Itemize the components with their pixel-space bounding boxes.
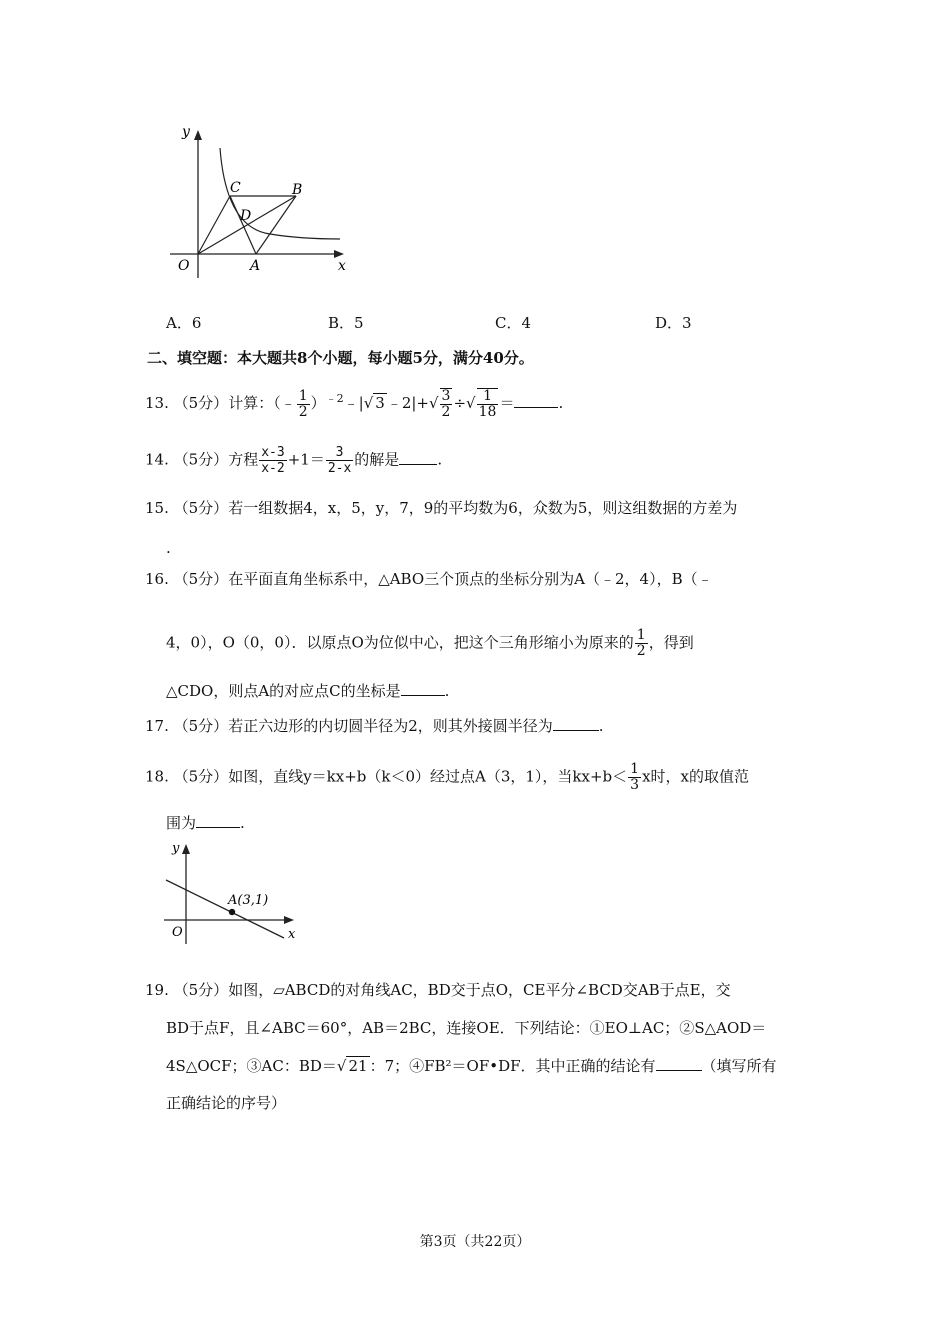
q18-text-2: 围为 [166, 814, 197, 832]
q19-line-4: 正确结论的序号） [166, 1094, 287, 1112]
segment-ab [256, 196, 296, 254]
q13-sqrt: √ 3 [363, 394, 385, 412]
y-axis-arrow [182, 844, 190, 854]
line-kx-b [166, 880, 284, 938]
q18-answer-blank[interactable] [196, 813, 240, 828]
q18-line-2 [166, 813, 245, 833]
q17-score: （5分） [173, 717, 229, 735]
q13-sqrt-frac-2: √ $\frac{3}{2}$ [428, 388, 451, 420]
q13-paren: ） [310, 394, 326, 412]
q19-sqrt: √ 21 [336, 1057, 368, 1075]
q16-period: . [444, 682, 450, 700]
q19-text-3c: （填写所有 [701, 1057, 777, 1075]
q19-number: 19. [145, 981, 169, 999]
q13-prefix: 计算：（﹣ [228, 394, 296, 412]
q18-score: （5分） [173, 767, 229, 786]
section-heading: 二、填空题：本大题共8个小题，每小题5分，满分40分。 [147, 349, 534, 367]
q13-divide: ÷ [453, 394, 467, 412]
q15-score: （5分） [173, 499, 229, 517]
q17-text: 若正六边形的内切圆半径为2，则其外接圆半径为 [228, 717, 553, 735]
q13-minus-two: ﹣2|+ [386, 394, 429, 412]
q16-score: （5分） [173, 570, 229, 588]
question-13 [145, 388, 563, 420]
q18-number: 18. [145, 767, 169, 786]
page-footer: 第3页（共22页） [419, 1234, 531, 1250]
option-a: A．6 [166, 314, 202, 332]
q16-text-2b: ，得到 [648, 633, 694, 652]
q13-equals: ＝ [499, 394, 515, 412]
question-16 [145, 569, 713, 589]
q19-line-2: BD于点F，且∠ABC＝60°，AB＝2BC，连接OE．下列结论：①EO⊥AC；②S△AOD＝ [166, 1019, 767, 1037]
option-b: B．5 [328, 314, 364, 332]
q15-number: 15. [145, 499, 169, 517]
q17-answer-blank[interactable] [553, 716, 599, 731]
q16-line-2 [166, 628, 694, 659]
q17-number: 17. [145, 717, 169, 735]
label-y: y [182, 124, 190, 140]
label-y: y [172, 841, 180, 856]
q14-number: 14. [145, 450, 169, 469]
x-axis-arrow [284, 916, 294, 924]
q15-line-2: . [166, 539, 171, 557]
label-b: B [292, 182, 303, 198]
label-a: A(3,1) [228, 893, 269, 908]
q19-text-3a: 4S△OCF；③AC：BD＝ [166, 1057, 337, 1075]
label-c: C [230, 180, 241, 196]
q13-score: （5分） [173, 394, 229, 412]
q14-score: （5分） [173, 450, 229, 469]
segment-ca [230, 196, 256, 254]
q18-text-1a: 如图，直线y＝kx+b（k＜0）经过点A（3，1），当kx+b＜ [228, 767, 628, 786]
q17-period: . [598, 717, 604, 735]
label-x: x [288, 927, 296, 942]
q13-fraction-1: $\frac{1}{2}$ [298, 387, 308, 420]
q13-exponent: ﹣2 [325, 392, 344, 405]
q16-text-2a: 4，0），O（0，0）．以原点O为位似中心，把这个三角形缩小为原来的 [166, 633, 634, 652]
question-14 [145, 445, 442, 476]
q19-text-1: 如图，▱ABCD的对角线AC，BD交于点O，CE平分∠BCD交AB于点E，交 [228, 981, 731, 999]
q13-period: . [558, 394, 564, 412]
label-x: x [338, 258, 346, 274]
q18-period: . [240, 814, 245, 832]
q14-fraction-2: $\frac{3}{2-x}$ [327, 445, 352, 476]
segment-oc [198, 196, 230, 254]
y-axis-arrow [194, 130, 202, 140]
q19-answer-blank[interactable] [656, 1056, 702, 1071]
q13-number: 13. [145, 394, 169, 412]
q14-suffix: 的解是 [354, 450, 400, 469]
q13-answer-blank[interactable] [514, 393, 558, 408]
q18-fraction: $\frac{1}{3}$ [630, 761, 640, 793]
question-15 [145, 498, 737, 518]
label-o: O [172, 925, 183, 940]
q16-text-3: △CDO，则点A的对应点C的坐标是 [166, 682, 401, 700]
figure-line-through-a [160, 838, 305, 950]
label-a: A [250, 258, 261, 274]
q19-line-3 [166, 1056, 777, 1076]
q13-sqrt-frac-3: √ $\frac{1}{18}$ [466, 388, 497, 420]
option-c: C．4 [495, 314, 532, 332]
q14-period: . [437, 450, 443, 469]
q19-score: （5分） [173, 981, 229, 999]
point-a [229, 909, 235, 915]
q16-fraction: $\frac{1}{2}$ [636, 627, 646, 659]
q13-minus-abs: ﹣| [343, 394, 364, 412]
label-d: D [240, 208, 252, 224]
question-17 [145, 716, 604, 736]
q14-fraction-1: $\frac{x-3}{x-2}$ [261, 445, 285, 476]
label-o: O [178, 258, 190, 274]
q15-text: 若一组数据4，x，5，y，7，9的平均数为6，众数为5，则这组数据的方差为 [228, 499, 738, 517]
q16-line-3 [166, 681, 449, 701]
question-19 [145, 980, 731, 1000]
q19-text-3b: ：7；④FB²＝OF•DF．其中正确的结论有 [369, 1057, 656, 1075]
q18-text-1b: x时，x的取值范 [642, 767, 749, 786]
figure-hyperbola-parallelogram [160, 118, 360, 288]
question-18 [145, 762, 749, 793]
segment-ob [198, 196, 296, 254]
q14-prefix: 方程 [228, 450, 259, 469]
q16-number: 16. [145, 570, 169, 588]
q16-answer-blank[interactable] [401, 681, 445, 696]
option-d: D．3 [655, 314, 692, 332]
q14-plus-one: +1＝ [287, 450, 325, 469]
x-axis-arrow [334, 250, 344, 258]
q14-answer-blank[interactable] [399, 450, 437, 465]
q16-text-1: 在平面直角坐标系中，△ABO三个顶点的坐标分别为A（﹣2，4），B（﹣ [228, 570, 713, 588]
